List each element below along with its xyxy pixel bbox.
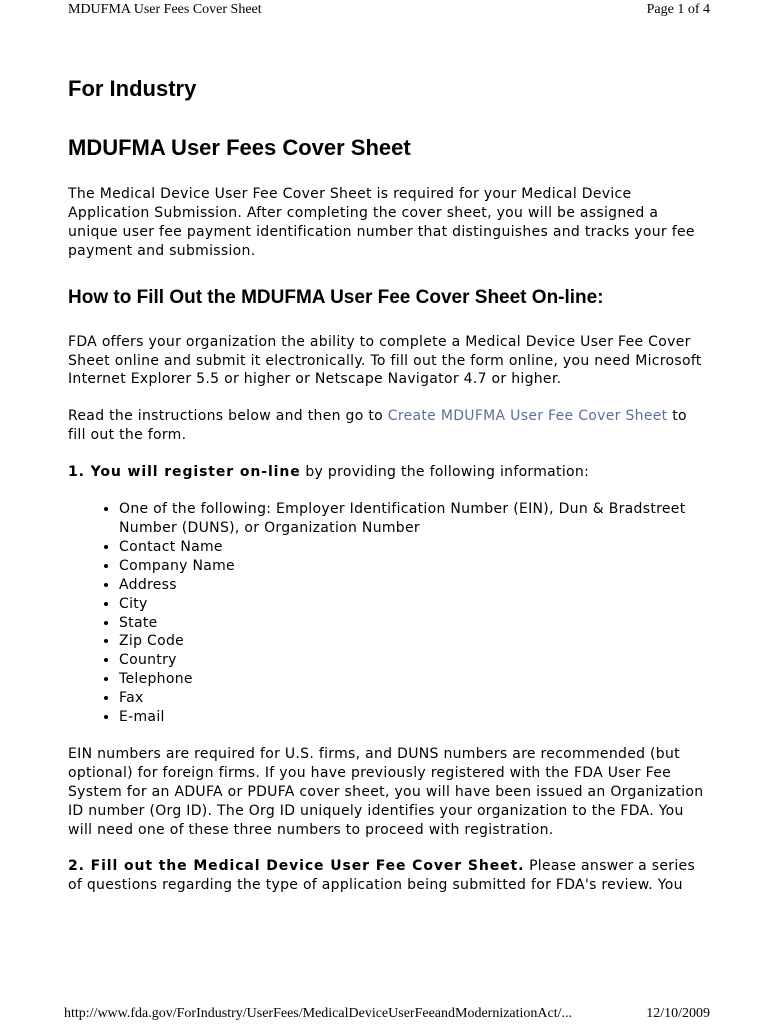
page-content <box>68 74 708 895</box>
print-header <box>68 2 710 18</box>
print-footer <box>64 1006 710 1022</box>
step2-rest: Please answer a series of questions regarding the type of application being submitted for FDA's review. You <box>68 858 696 894</box>
footer-url: http://www.fda.gov/ForIndustry/UserFees/MedicalDeviceUserFeeandModernizationAct/... <box>64 1006 573 1021</box>
step1-rest: by providing the following information: <box>300 464 590 481</box>
list-item: • State <box>119 614 708 633</box>
page-number: Page 1 of 4 <box>646 2 710 17</box>
howto-heading: How to Fill Out the MDUFMA User Fee Cover Sheet On-line: <box>68 286 604 308</box>
step2-bold: 2. Fill out the Medical Device User Fee Cover Sheet. <box>68 858 525 875</box>
footer-date: 12/10/2009 <box>646 1006 710 1021</box>
instructions-before: Read the instructions below and then go to <box>68 408 388 425</box>
list-item: • Contact Name <box>119 538 708 557</box>
ein-paragraph: EIN numbers are required for U.S. firms, and DUNS numbers are recommended (but optional) for foreign firms. If you have previously registered with the FDA User Fee System for an ADUFA or PDUFA cover sheet, you will have been issued an Organization ID number (Org ID). The Org ID uniquely identifies your organization to the FDA. You will need one of these three numbers to proceed with registration. <box>68 745 704 838</box>
intro-paragraph: The Medical Device User Fee Cover Sheet is required for your Medical Device Application Submission. After completing the cover sheet, you will be assigned a unique user fee payment identification number that distinguishes and tracks your fee payment and submission. <box>68 186 695 259</box>
step1-paragraph <box>68 463 708 482</box>
print-header-title: MDUFMA User Fees Cover Sheet <box>68 2 262 17</box>
online-paragraph: FDA offers your organization the ability to complete a Medical Device User Fee Cover Sheet online and submit it electronically. To fill out the form online, you need Microsoft Internet Explorer 5.5 or higher or Netscape Navigator 4.7 or higher. <box>68 333 702 388</box>
registration-list <box>68 500 708 727</box>
instructions-paragraph <box>68 407 708 445</box>
list-item: • Zip Code <box>119 632 708 651</box>
list-item: • E-mail <box>119 708 708 727</box>
list-item: • Company Name <box>119 557 708 576</box>
page-title: MDUFMA User Fees Cover Sheet <box>68 135 411 160</box>
section-heading: For Industry <box>68 76 197 101</box>
list-item: • Telephone <box>119 670 708 689</box>
step2-paragraph <box>68 857 708 895</box>
create-cover-sheet-link[interactable]: Create MDUFMA User Fee Cover Sheet <box>387 408 668 425</box>
list-item: • City <box>119 595 708 614</box>
instructions-after: to fill out the form. <box>68 408 687 444</box>
list-item: • One of the following: Employer Identification Number (EIN), Dun & Bradstreet Number (DUNS), or Organization Number <box>119 500 708 538</box>
list-item: • Country <box>119 651 708 670</box>
step1-bold: 1. You will register on-line <box>68 464 301 481</box>
list-item: • Address <box>119 576 708 595</box>
list-item: • Fax <box>119 689 708 708</box>
